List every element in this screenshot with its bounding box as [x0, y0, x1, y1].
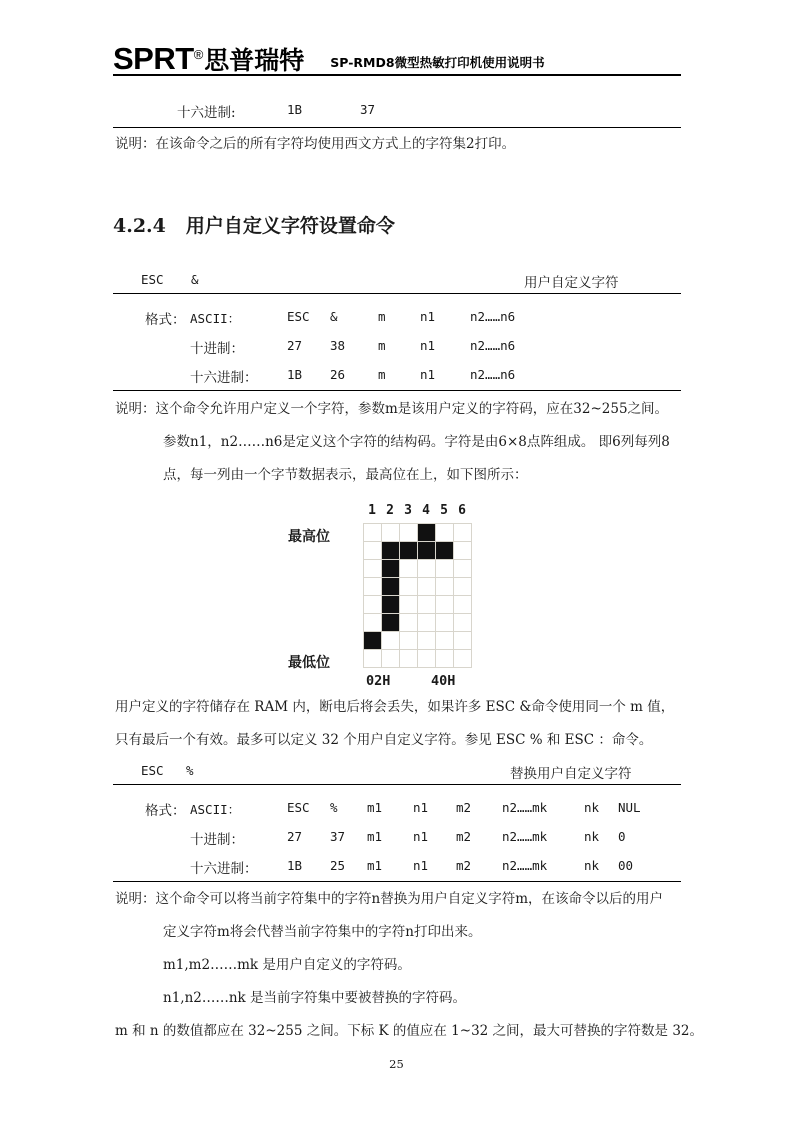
cell-value: 00	[618, 858, 634, 873]
command-symbol-amp: &	[191, 272, 199, 287]
cell-value: NUL	[618, 800, 641, 815]
dot-cell-filled	[382, 560, 400, 578]
cell-value: m1	[367, 829, 383, 844]
dot-cell-filled	[436, 542, 454, 560]
cell-value: n2……mk	[502, 858, 548, 873]
cell-value: n1	[413, 858, 429, 873]
dot-cell-empty	[436, 614, 454, 632]
mid-paragraph-line: 用户定义的字符储存在 RAM 内，断电后将会丢失，如果许多 ESC &命令使用同一个 m 值，	[115, 699, 675, 715]
dot-cell-empty	[400, 632, 418, 650]
column-number: 3	[404, 503, 412, 518]
dot-cell-empty	[382, 650, 400, 668]
dot-cell-empty	[418, 632, 436, 650]
cell-value: m	[378, 309, 386, 324]
dot-cell-empty	[400, 614, 418, 632]
note-line: n1,n2……nk 是当前字符集中要被替换的字符码。	[163, 990, 467, 1006]
cell-value: m1	[367, 858, 383, 873]
dot-cell-empty	[454, 578, 472, 596]
dot-cell-empty	[364, 614, 382, 632]
page-header	[113, 32, 681, 76]
dot-cell-empty	[400, 524, 418, 542]
cell-value: 0	[618, 829, 626, 844]
cell-value: n1	[420, 367, 436, 382]
cell-value: m1	[367, 800, 383, 815]
cell-value: n2……n6	[470, 338, 516, 353]
dot-cell-empty	[454, 650, 472, 668]
dot-cell-empty	[364, 560, 382, 578]
cell-value: n2……n6	[470, 309, 516, 324]
command-caption-esc-amp: 用户自定义字符	[524, 275, 619, 291]
cell-value: m	[378, 367, 386, 382]
logo-text-chinese: 思普瑞特	[204, 46, 305, 75]
cell-value: n1	[413, 800, 429, 815]
cell-value: m	[378, 338, 386, 353]
row-label-ascii: ASCII：	[190, 802, 241, 817]
format-label: 格式：	[145, 312, 186, 328]
figure-column-numbers	[363, 503, 471, 518]
format-label: 格式：	[145, 803, 186, 819]
dot-cell-filled	[382, 614, 400, 632]
dot-cell-filled	[382, 542, 400, 560]
cell-value: m2	[456, 800, 472, 815]
cell-value: &	[330, 309, 338, 324]
cell-value: n1	[420, 309, 436, 324]
cell-value: m2	[456, 858, 472, 873]
dot-cell-empty	[454, 614, 472, 632]
logo-text-sprt: SPRT	[113, 41, 194, 76]
note-label: 说明：	[115, 401, 156, 417]
dot-cell-empty	[436, 596, 454, 614]
column-number: 2	[386, 503, 394, 518]
note-line	[115, 403, 668, 417]
dot-cell-empty	[364, 524, 382, 542]
row-label-hex: 十六进制：	[190, 370, 258, 386]
dot-cell-empty	[400, 578, 418, 596]
column-number: 4	[422, 503, 430, 518]
divider-line	[113, 881, 681, 882]
divider-line	[113, 127, 681, 128]
row-label-decimal: 十进制：	[190, 341, 244, 357]
dot-cell-empty	[418, 560, 436, 578]
top-note-text: 说明：在该命令之后的所有字符均使用西文方式上的字符集2打印。	[115, 136, 516, 152]
dot-cell-empty	[436, 560, 454, 578]
cell-value: ESC	[287, 800, 310, 815]
brand-logo	[113, 43, 304, 74]
dot-cell-empty	[382, 632, 400, 650]
dot-cell-empty	[454, 560, 472, 578]
cell-value: 25	[330, 858, 346, 873]
dot-cell-filled	[364, 632, 382, 650]
cell-value: m2	[456, 829, 472, 844]
cell-value: n2……n6	[470, 367, 516, 382]
section-heading	[113, 211, 395, 238]
note-line: 定义字符m将会代替当前字符集中的字符n打印出来。	[163, 924, 482, 940]
figure-hex-right: 40H	[431, 673, 456, 689]
dot-cell-empty	[418, 578, 436, 596]
dot-cell-empty	[454, 542, 472, 560]
dot-cell-filled	[400, 542, 418, 560]
divider-line	[113, 293, 681, 294]
cell-value: nk	[584, 829, 600, 844]
final-paragraph: m 和 n 的数值都应在 32~255 之间。下标 K 的值应在 1~32 之间，最大可替换的字符数是 32。	[115, 1023, 704, 1039]
mid-paragraph-line: 只有最后一个有效。最多可以定义 32 个用户自定义字符。参见 ESC % 和 ESC ：命令。	[115, 732, 653, 748]
cell-value: n1	[413, 829, 429, 844]
dot-cell-filled	[418, 542, 436, 560]
top-row-value-1: 1B	[287, 102, 303, 117]
dot-cell-empty	[364, 596, 382, 614]
note-line: m1,m2……mk 是用户自定义的字符码。	[163, 957, 411, 973]
dot-cell-empty	[418, 614, 436, 632]
dot-cell-empty	[400, 596, 418, 614]
note-label: 说明：	[115, 891, 156, 907]
dot-cell-empty	[454, 524, 472, 542]
cell-value: nk	[584, 800, 600, 815]
dot-cell-empty	[454, 596, 472, 614]
figure-label-msb: 最高位	[288, 529, 330, 545]
dot-cell-empty	[418, 596, 436, 614]
command-symbol-pct: %	[186, 763, 194, 778]
cell-value: n1	[420, 338, 436, 353]
divider-line	[113, 784, 681, 785]
dot-cell-filled	[382, 578, 400, 596]
cell-value: %	[330, 800, 338, 815]
column-number: 5	[440, 503, 448, 518]
dot-matrix-grid	[363, 523, 472, 668]
command-name-esc-pct: ESC	[141, 763, 164, 778]
cell-value: n2……mk	[502, 800, 548, 815]
cell-value: 26	[330, 367, 346, 382]
row-label-ascii: ASCII：	[190, 311, 241, 326]
header-subtitle: SP-RMD8微型热敏打印机使用说明书	[330, 55, 545, 70]
note-line: 参数n1，n2……n6是定义这个字符的结构码。字符是由6×8点阵组成。 即6列每列8	[163, 434, 670, 450]
page-number: 25	[389, 1057, 404, 1071]
note-text: 这个命令可以将当前字符集中的字符n替换为用户自定义字符m，在该命令以后的用户	[155, 891, 663, 907]
dot-cell-empty	[418, 650, 436, 668]
cell-value: 27	[287, 829, 303, 844]
cell-value: 37	[330, 829, 346, 844]
figure-label-lsb: 最低位	[288, 655, 330, 671]
note-line	[115, 893, 663, 907]
cell-value: 1B	[287, 858, 303, 873]
dot-cell-filled	[418, 524, 436, 542]
dot-cell-empty	[436, 524, 454, 542]
top-row-label: 十六进制:	[177, 105, 236, 121]
cell-value: 38	[330, 338, 346, 353]
command-caption-esc-pct: 替换用户自定义字符	[510, 766, 632, 782]
divider-line	[113, 390, 681, 391]
cell-value: ESC	[287, 309, 310, 324]
note-line: 点，每一列由一个字节数据表示，最高位在上，如下图所示：	[163, 467, 528, 483]
row-label-decimal: 十进制：	[190, 832, 244, 848]
dot-cell-empty	[400, 560, 418, 578]
dot-cell-empty	[436, 578, 454, 596]
dot-cell-empty	[364, 542, 382, 560]
dot-matrix-figure	[0, 495, 793, 689]
note-text: 这个命令允许用户定义一个字符，参数m是该用户定义的字符码，应在32~255之间。	[155, 401, 669, 417]
dot-cell-empty	[364, 578, 382, 596]
section-number: 4.2.4	[113, 215, 166, 237]
cell-value: 1B	[287, 367, 303, 382]
cell-value: 27	[287, 338, 303, 353]
top-row-value-2: 37	[360, 102, 376, 117]
registered-trademark-icon: ®	[193, 47, 204, 62]
dot-cell-empty	[436, 632, 454, 650]
dot-cell-empty	[454, 632, 472, 650]
command-name-esc-amp: ESC	[141, 272, 164, 287]
row-label-hex: 十六进制：	[190, 861, 258, 877]
cell-value: n2……mk	[502, 829, 548, 844]
column-number: 6	[458, 503, 466, 518]
dot-cell-empty	[364, 650, 382, 668]
section-title: 用户自定义字符设置命令	[185, 215, 395, 237]
dot-cell-filled	[382, 596, 400, 614]
column-number: 1	[368, 503, 376, 518]
cell-value: nk	[584, 858, 600, 873]
dot-cell-empty	[400, 650, 418, 668]
figure-hex-left: 02H	[366, 673, 391, 689]
dot-cell-empty	[382, 524, 400, 542]
dot-cell-empty	[436, 650, 454, 668]
